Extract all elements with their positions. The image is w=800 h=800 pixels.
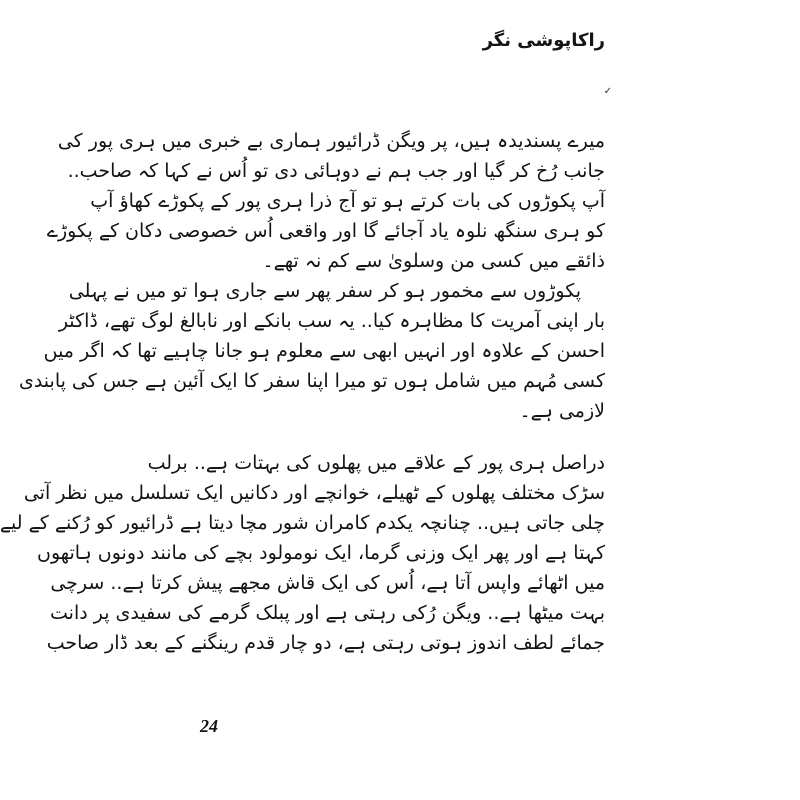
text-line: آپ پکوڑوں کی بات کرتے ہو تو آج ذرا ہری پور کے پکوڑے کھاؤ آپ — [90, 190, 605, 212]
text-line: کسی مُہم میں شامل ہوں تو میرا اپنا سفر کا ایک آئین ہے جس کی پابندی — [18, 370, 605, 392]
text-line: میں اٹھائے واپس آتا ہے، اُس کی ایک قاش مجھے پیش کرتا ہے.. سرچی — [50, 572, 605, 594]
text-line: ذائقے میں کسی من وسلویٰ سے کم نہ تھے۔ — [262, 250, 605, 272]
text-line: چلی جاتی ہیں.. چنانچہ یکدم کامران شور مچا دیتا ہے ڈرائیور کو رُکنے کے لیے — [0, 512, 605, 534]
text-line: سڑک مختلف پھلوں کے ٹھیلے، خوانچے اور دکانیں ایک تسلسل میں نظر آتی — [23, 482, 605, 504]
text-line: احسن کے علاوہ اور انہیں ابھی سے معلوم ہو جانا چاہیے تھا کہ اگر میں — [43, 340, 605, 362]
text-line: بہت میٹھا ہے.. ویگن رُکی رہتی ہے اور پبلک گرمے کی سفیدی پر دانت — [50, 602, 605, 624]
text-line: دراصل ہری پور کے علاقے میں پھلوں کی بہتات ہے.. برلب — [147, 452, 605, 474]
text-line: میرے پسندیدہ ہیں، پر ویگن ڈرائیور ہماری بے خبری میں ہری پور کی — [57, 130, 605, 152]
paragraph-2 — [18, 276, 605, 426]
page-number: 24 — [200, 716, 218, 736]
body-text — [0, 126, 605, 658]
text-line: لازمی ہے۔ — [519, 400, 605, 422]
paragraph-1 — [46, 126, 605, 276]
text-line: کہتا ہے اور پھر ایک وزنی گرما، ایک نومولود بچے کی مانند دونوں ہاتھوں — [36, 542, 605, 564]
text-line: کو ہری سنگھ نلوہ یاد آجائے گا اور واقعی اُس خصوصی دکان کے پکوڑے — [46, 220, 605, 242]
text-line: بار اپنی آمریت کا مظاہرہ کیا.. یہ سب بانکے اور نابالغ لوگ تھے، ڈاکٹر — [58, 310, 605, 332]
text-line: جانب رُخ کر گیا اور جب ہم نے دوہائی دی تو اُس نے کہا کہ صاحب.. — [67, 160, 605, 182]
paragraph-3 — [0, 448, 605, 658]
text-line: جمائے لطف اندوز ہوتی رہتی ہے، دو چار قدم رینگنے کے بعد ڈار صاحب — [46, 632, 605, 654]
paragraph-gap — [187, 426, 605, 448]
text-line: پکوڑوں سے مخمور ہو کر سفر پھر سے جاری ہوا تو میں نے پہلی — [68, 280, 581, 302]
corner-mark-icon: ✓ — [603, 86, 612, 97]
running-header: راکاپوشی نگر — [482, 30, 605, 51]
